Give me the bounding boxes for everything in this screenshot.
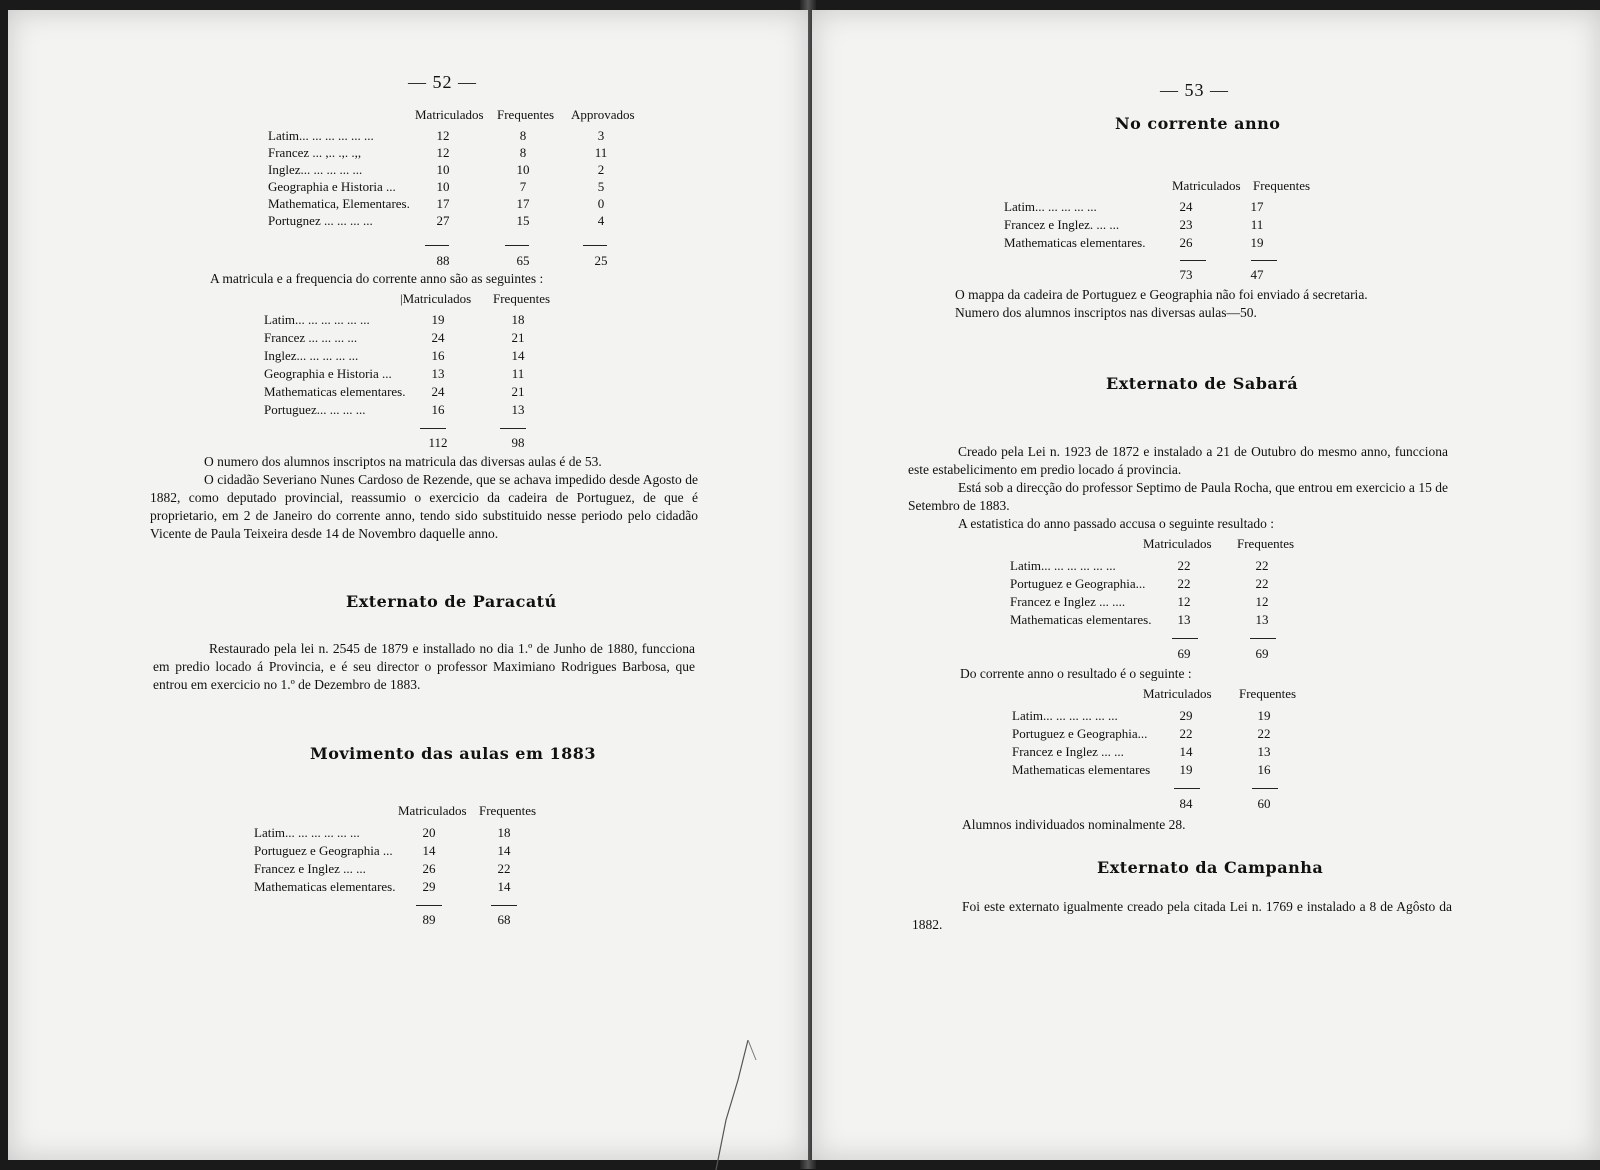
table-row: [264, 402, 584, 419]
cell: 19: [431, 312, 445, 327]
table-row: [268, 179, 668, 196]
table-row: [1012, 708, 1312, 725]
cell: 13: [431, 366, 445, 381]
table-row: [264, 384, 584, 401]
paragraph: O mappa da cadeira de Portuguez e Geographia não foi enviado á secretaria.: [955, 287, 1368, 302]
table-row: [268, 196, 668, 213]
row-label: Inglez... ... ... ... ...: [268, 162, 363, 177]
row-label: Francez ... ,.. .,. .,,: [268, 145, 362, 160]
cell: 14: [422, 843, 436, 858]
row-label: Mathematicas elementares.: [264, 384, 406, 399]
left-page: [8, 10, 808, 1160]
row-label: Portuguez... ... ... ...: [264, 402, 366, 417]
cell: 7: [519, 179, 527, 194]
row-label: Geographia e Historia ...: [264, 366, 392, 381]
cell: 10: [516, 162, 530, 177]
cell: 8: [519, 128, 527, 143]
cell: 14: [497, 843, 511, 858]
totals-row: [1012, 796, 1312, 813]
cell: 19: [1250, 235, 1264, 250]
col-header: Matriculados: [1143, 536, 1212, 551]
page-number-53: — 53 —: [1160, 80, 1229, 100]
cell: 22: [1255, 576, 1269, 591]
cell: 12: [436, 145, 450, 160]
table-row: [1004, 217, 1304, 234]
cell: 13: [1257, 744, 1271, 759]
row-label: Latim... ... ... ... ... ...: [268, 128, 374, 143]
cell: 60: [1257, 796, 1271, 811]
section-heading: Externato da Campanha: [1097, 858, 1324, 877]
paragraph: A estatistica do anno passado accusa o seguinte resultado :: [958, 516, 1275, 531]
table-row: [254, 879, 574, 896]
total-rule: [491, 905, 517, 906]
cell: 73: [1179, 267, 1193, 282]
cell: 17: [516, 196, 530, 211]
cell: 22: [1257, 726, 1271, 741]
table-row: [268, 213, 668, 230]
table-row: [264, 366, 584, 383]
row-label: Latim... ... ... ... ... ...: [254, 825, 360, 840]
col-header: Approvados: [571, 107, 635, 122]
section-heading: Externato de Sabará: [1106, 374, 1299, 393]
cell: 20: [422, 825, 436, 840]
cell: 24: [431, 330, 445, 345]
cell: 12: [436, 128, 450, 143]
cell: 98: [511, 435, 525, 450]
table-row: [254, 825, 574, 842]
col-header: Frequentes: [479, 803, 537, 818]
row-label: Mathematicas elementares: [1012, 762, 1151, 777]
cell: 12: [1255, 594, 1269, 609]
total-rule: [420, 428, 446, 429]
row-label: Portuguez e Geographia...: [1012, 726, 1148, 741]
cell: 0: [597, 196, 605, 211]
cell: 11: [1250, 217, 1264, 232]
cell: 13: [511, 402, 525, 417]
cell: 65: [516, 253, 530, 268]
cell: 11: [511, 366, 525, 381]
table-row: [1012, 726, 1312, 743]
table-row: [268, 145, 668, 162]
row-label: Latim... ... ... ... ...: [1004, 199, 1097, 214]
cell: 29: [1179, 708, 1193, 723]
cell: 8: [519, 145, 527, 160]
row-label: Latim... ... ... ... ... ...: [1012, 708, 1118, 723]
cell: 84: [1179, 796, 1193, 811]
cell: 11: [594, 145, 608, 160]
row-label: Mathematicas elementares.: [1010, 612, 1152, 627]
totals-row: [254, 912, 574, 929]
cell: 21: [511, 384, 525, 399]
total-rule: [1180, 260, 1206, 261]
cell: 89: [422, 912, 436, 927]
cell: 2: [597, 162, 605, 177]
total-rule: [500, 428, 526, 429]
col-header: Matriculados: [415, 107, 484, 122]
total-rule: [1172, 638, 1198, 639]
table-row: [1010, 594, 1310, 611]
cell: 19: [1257, 708, 1271, 723]
row-label: Geographia e Historia ...: [268, 179, 396, 194]
row-label: Inglez... ... ... ... ...: [264, 348, 359, 363]
section-heading: No corrente anno: [1115, 114, 1281, 133]
cell: 47: [1250, 267, 1264, 282]
cell: 16: [431, 348, 445, 363]
total-rule: [1251, 260, 1277, 261]
total-rule: [505, 245, 529, 246]
row-label: Portugnez ... ... ... ...: [268, 213, 373, 228]
paragraph: O numero dos alumnos inscriptos na matricula das diversas aulas é de 53.: [204, 454, 602, 469]
page-number-52: — 52 —: [408, 72, 477, 92]
row-label: Portuguez e Geographia...: [1010, 576, 1146, 591]
cell: 21: [511, 330, 525, 345]
totals-row: [264, 435, 584, 452]
row-label: Francez ... ... ... ...: [264, 330, 358, 345]
row-label: Francez e Inglez ... ...: [254, 861, 366, 876]
totals-row: [1004, 267, 1304, 284]
cell: 18: [511, 312, 525, 327]
cell: 26: [1179, 235, 1193, 250]
cell: 14: [511, 348, 525, 363]
section-heading: Movimento das aulas em 1883: [310, 744, 596, 763]
cell: 23: [1179, 217, 1193, 232]
col-header: Frequentes: [497, 107, 555, 122]
total-rule: [583, 245, 607, 246]
col-header: Frequentes: [1239, 686, 1297, 701]
paragraph: Foi este externato igualmente creado pela citada Lei n. 1769 e instalado a 8 de Agôsto da 1882.: [912, 899, 1452, 932]
row-label: Francez e Inglez ... ....: [1010, 594, 1126, 609]
cell: 29: [422, 879, 436, 894]
row-label: Latim... ... ... ... ... ...: [264, 312, 370, 327]
cell: 4: [597, 213, 605, 228]
row-label: Mathematicas elementares.: [254, 879, 396, 894]
cell: 17: [436, 196, 450, 211]
cell: 17: [1250, 199, 1264, 214]
cell: 24: [1179, 199, 1193, 214]
total-rule: [416, 905, 442, 906]
table-row: [1012, 762, 1312, 779]
cell: 14: [497, 879, 511, 894]
table-row: [264, 330, 584, 347]
col-header: |Matriculados: [400, 291, 472, 306]
cell: 12: [1177, 594, 1191, 609]
row-label: Latim... ... ... ... ... ...: [1010, 558, 1116, 573]
cell: 5: [597, 179, 605, 194]
paragraph: Numero dos alumnos inscriptos nas diversas aulas—50.: [955, 305, 1257, 320]
cell: 14: [1179, 744, 1193, 759]
table-row: [268, 128, 668, 145]
paragraph: Alumnos individuados nominalmente 28.: [962, 817, 1186, 832]
cell: 22: [1179, 726, 1193, 741]
total-rule: [1174, 788, 1200, 789]
row-label: Mathematica, Elementares.: [268, 196, 410, 211]
totals-row: [1010, 646, 1310, 663]
cell: 112: [428, 435, 448, 450]
cell: 22: [1177, 558, 1191, 573]
cell: 19: [1179, 762, 1193, 777]
table-row: [264, 312, 584, 329]
paper-crease: [708, 1040, 768, 1170]
cell: 69: [1177, 646, 1191, 661]
cell: 22: [1177, 576, 1191, 591]
cell: 13: [1255, 612, 1269, 627]
cell: 18: [497, 825, 511, 840]
col-header: Matriculados: [1172, 178, 1241, 193]
total-rule: [425, 245, 449, 246]
totals-row: [268, 253, 668, 270]
paragraph: Está sob a direcção do professor Septimo de Paula Rocha, que entrou em exercicio a 15 de Setembro de 1883.: [908, 480, 1448, 513]
cell: 16: [431, 402, 445, 417]
cell: 13: [1177, 612, 1191, 627]
table-row: [1010, 558, 1310, 575]
paragraph: O cidadão Severiano Nunes Cardoso de Rezende, que se achava impedido desde Agosto de 1882, como deputado provincial, reassumio o exercicio da cadeira de Portuguez, de que é proprietario, em 2 de Janeiro do corrente anno, tendo sido substituido nesse periodo pelo cidadão Vicente de Paula Teixeira desde 14 de Novembro daquelle anno.: [150, 472, 698, 541]
paragraph: Do corrente anno o resultado é o seguinte :: [960, 666, 1192, 681]
table-row: [1012, 744, 1312, 761]
col-header: Frequentes: [1237, 536, 1295, 551]
col-header: Frequentes: [493, 291, 551, 306]
table-row: [1010, 576, 1310, 593]
cell: 10: [436, 179, 450, 194]
section-heading: Externato de Paracatú: [346, 592, 557, 611]
row-label: Francez e Inglez. ... ...: [1004, 217, 1120, 232]
table-row: [1004, 199, 1304, 216]
cell: 16: [1257, 762, 1271, 777]
cell: 68: [497, 912, 511, 927]
row-label: Portuguez e Geographia ...: [254, 843, 393, 858]
cell: 10: [436, 162, 450, 177]
cell: 24: [431, 384, 445, 399]
cell: 22: [497, 861, 511, 876]
cell: 25: [594, 253, 608, 268]
table-row: [1004, 235, 1304, 252]
cell: 27: [436, 213, 450, 228]
table-row: [268, 162, 668, 179]
row-label: Mathematicas elementares.: [1004, 235, 1146, 250]
cell: 88: [436, 253, 450, 268]
col-header: Frequentes: [1253, 178, 1311, 193]
col-header: Matriculados: [1143, 686, 1212, 701]
cell: 15: [516, 213, 530, 228]
table-row: [1010, 612, 1310, 629]
paragraph: Creado pela Lei n. 1923 de 1872 e instalado a 21 de Outubro do mesmo anno, funcciona este estabelicimento em predio locado á provincia.: [908, 444, 1448, 477]
cell: 69: [1255, 646, 1269, 661]
cell: 22: [1255, 558, 1269, 573]
paragraph: A matricula e a frequencia do corrente anno são as seguintes :: [210, 271, 544, 286]
total-rule: [1252, 788, 1278, 789]
paragraph: Restaurado pela lei n. 2545 de 1879 e installado no dia 1.º de Junho de 1880, funcciona em predio locado á Provincia, e é seu director o professor Maximiano Rodrigues Barbosa, que entrou em exercicio no 1.º de Dezembro de 1883.: [153, 641, 695, 692]
total-rule: [1250, 638, 1276, 639]
table-row: [254, 861, 574, 878]
cell: 3: [597, 128, 605, 143]
cell: 26: [422, 861, 436, 876]
col-header: Matriculados: [398, 803, 467, 818]
right-page: [812, 10, 1600, 1160]
table-row: [264, 348, 584, 365]
row-label: Francez e Inglez ... ...: [1012, 744, 1124, 759]
table-row: [254, 843, 574, 860]
